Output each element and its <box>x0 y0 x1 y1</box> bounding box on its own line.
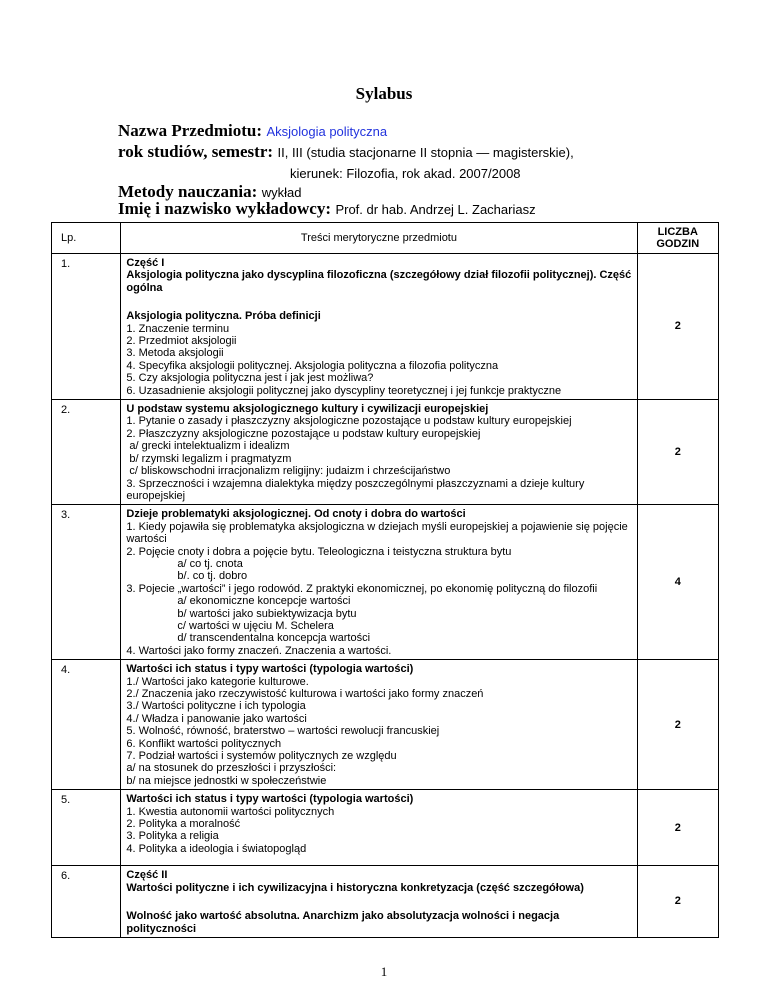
table-header-row <box>52 223 719 254</box>
list-item: 5. Czy aksjologia polityczna jest i jak jest możliwa? <box>126 372 374 385</box>
list-item: 1. Kwestia autonomii wartości politycznych <box>126 805 335 818</box>
list-item: 4. Polityka a ideologia i światopogląd <box>126 842 307 855</box>
methods-label: Metody nauczania: <box>118 182 258 201</box>
row-content <box>121 505 637 660</box>
list-item: 3. Metoda aksjologii <box>126 347 224 360</box>
list-item: 1. Znaczenie terminu <box>126 322 230 335</box>
part-label: Część I <box>126 257 165 269</box>
page-number: 1 <box>380 964 388 979</box>
row-hours: 2 <box>637 660 719 790</box>
subject-label: Nazwa Przedmiotu: <box>118 121 262 140</box>
list-item: 7. Podział wartości i systemów politycznych ze względu <box>126 750 397 763</box>
list-item: 4. Specyfika aksjologii politycznej. Aksjologia polityczna a filozofia polityczna <box>126 359 499 372</box>
row-heading: Wartości ich status i typy wartości (typologia wartości) <box>126 793 414 806</box>
row-content <box>121 790 637 866</box>
list-item: a/ co tj. cnota <box>177 557 243 570</box>
row-heading: Aksjologia polityczna jako dyscyplina filozoficzna (szczegółowy dział filozofii politycznej). Część ogólna <box>126 269 632 294</box>
list-item: 2. Pojęcie cnoty i dobra a pojęcie bytu. Teleologiczna i teistyczna struktura bytu <box>126 545 512 558</box>
table-row <box>52 866 719 938</box>
table-row <box>52 505 719 660</box>
row-heading: U podstaw systemu aksjologicznego kultury i cywilizacji europejskiej <box>126 403 489 416</box>
row-heading: Dzieje problematyki aksjologicznej. Od cnoty i dobra do wartości <box>126 508 466 521</box>
list-item: c/ wartości w ujęciu M. Schelera <box>177 619 334 632</box>
list-item: 1./ Wartości jako kategorie kulturowe. <box>126 675 309 688</box>
lecturer-value: Prof. dr hab. Andrzej L. Zachariasz <box>335 202 536 217</box>
list-item: 2./ Znaczenia jako rzeczywistość kulturowa i wartości jako formy znaczeń <box>126 688 484 700</box>
row-lp: 5. <box>52 790 121 866</box>
lecturer-line <box>118 199 536 219</box>
list-item: 4./ Władza i panowanie jako wartości <box>126 712 307 725</box>
list-item: b/ wartości jako subiektywizacja bytu <box>177 607 357 620</box>
row-subheading: Aksjologia polityczna. Próba definicji <box>126 310 321 323</box>
list-item: 1. Kiedy pojawiła się problematyka aksjologiczna w dziejach myśli europejskiej a pojawienie się pojęcie wartości <box>126 520 628 546</box>
row-lp: 2. <box>52 400 121 505</box>
col-content-header: Treści merytoryczne przedmiotu <box>121 223 637 254</box>
col-hours-header-line1: LICZBA <box>657 225 698 238</box>
table-row <box>52 254 719 400</box>
list-item: 5. Wolność, równość, braterstwo – wartości rewolucji francuskiej <box>126 725 440 738</box>
part-label: Część II <box>126 869 168 882</box>
methods-value: wykład <box>261 185 302 200</box>
list-item: 3./ Wartości polityczne i ich typologia <box>126 700 306 713</box>
table-row <box>52 400 719 505</box>
row-content <box>121 400 637 505</box>
subject-line <box>118 121 387 141</box>
row-lp: 3. <box>52 505 121 660</box>
list-item: 3. Pojecie „wartości” i jego rodowód. Z praktyki ekonomicznej, po ekonomię polityczną do filozofii <box>126 582 598 595</box>
row-content <box>121 660 637 790</box>
table-row <box>52 790 719 866</box>
page-title: Sylabus <box>355 84 413 103</box>
list-item: 2. Płaszczyzny aksjologiczne pozostające u podstaw kultury europejskiej <box>126 427 481 440</box>
row-hours: 2 <box>637 400 719 505</box>
list-item: 2. Przedmiot aksjologii <box>126 335 237 348</box>
list-item: a/ na stosunek do przeszłości i przyszłości: <box>126 762 337 775</box>
subject-value: Aksjologia polityczna <box>266 124 388 139</box>
list-item: a/ grecki intelektualizm i idealizm <box>129 440 290 453</box>
list-item: a/ ekonomiczne koncepcje wartości <box>177 595 351 608</box>
row-content <box>121 254 637 400</box>
row-hours: 4 <box>637 505 719 660</box>
list-item: d/ transcendentalna koncepcja wartości <box>177 632 371 645</box>
row-heading: Wartości ich status i typy wartości (typologia wartości) <box>126 663 414 676</box>
list-item: 2. Polityka a moralność <box>126 818 241 831</box>
list-item: c/ bliskowschodni irracjonalizm religijny: judaizm i chrześcijaństwo <box>129 465 451 478</box>
col-lp-header: Lp. <box>52 223 121 254</box>
col-hours-header-line2: GODZIN <box>656 238 700 250</box>
list-item: 3. Sprzeczności i wzajemna dialektyka między poszczególnymi płaszczyznami a dzieje kultury europejskiej <box>126 477 585 502</box>
row-subheading: Wolność jako wartość absolutna. Anarchizm jako absolutyzacja wolności i negacja polityczności <box>126 910 560 935</box>
lecturer-label: Imię i nazwisko wykładowcy: <box>118 199 331 218</box>
syllabus-table <box>51 222 719 938</box>
field-line: kierunek: Filozofia, rok akad. 2007/2008 <box>290 166 521 181</box>
list-item: 1. Pytanie o zasady i płaszczyzny aksjologiczne pozostające u podstaw kultury europejskiej <box>126 415 572 428</box>
col-hours-header <box>637 223 719 254</box>
row-heading: Wartości polityczne i ich cywilizacyjna i historyczna konkretyzacja (część szczegółowa) <box>126 881 584 894</box>
row-hours: 2 <box>637 866 719 938</box>
list-item: 6. Uzasadnienie aksjologii politycznej jako dyscypliny teoretycznej i jej funkcje praktyczne <box>126 384 562 397</box>
list-item: 3. Polityka a religia <box>126 830 219 843</box>
list-item: b/ rzymski legalizm i pragmatyzm <box>129 452 292 465</box>
list-item: 4. Wartości jako formy znaczeń. Znaczenia a wartości. <box>126 644 392 657</box>
list-item: b/ na miejsce jednostki w społeczeństwie <box>126 774 327 787</box>
table-row <box>52 660 719 790</box>
row-content <box>121 866 637 938</box>
row-hours: 2 <box>637 254 719 400</box>
year-line <box>118 142 574 162</box>
row-lp: 1. <box>52 254 121 400</box>
list-item: b/. co tj. dobro <box>177 570 248 583</box>
year-label: rok studiów, semestr: <box>118 142 274 161</box>
row-lp: 6. <box>52 866 121 938</box>
year-value: II, III (studia stacjonarne II stopnia — magisterskie), <box>277 145 574 160</box>
row-hours: 2 <box>637 790 719 866</box>
row-lp: 4. <box>52 660 121 790</box>
list-item: 6. Konflikt wartości politycznych <box>126 737 282 750</box>
